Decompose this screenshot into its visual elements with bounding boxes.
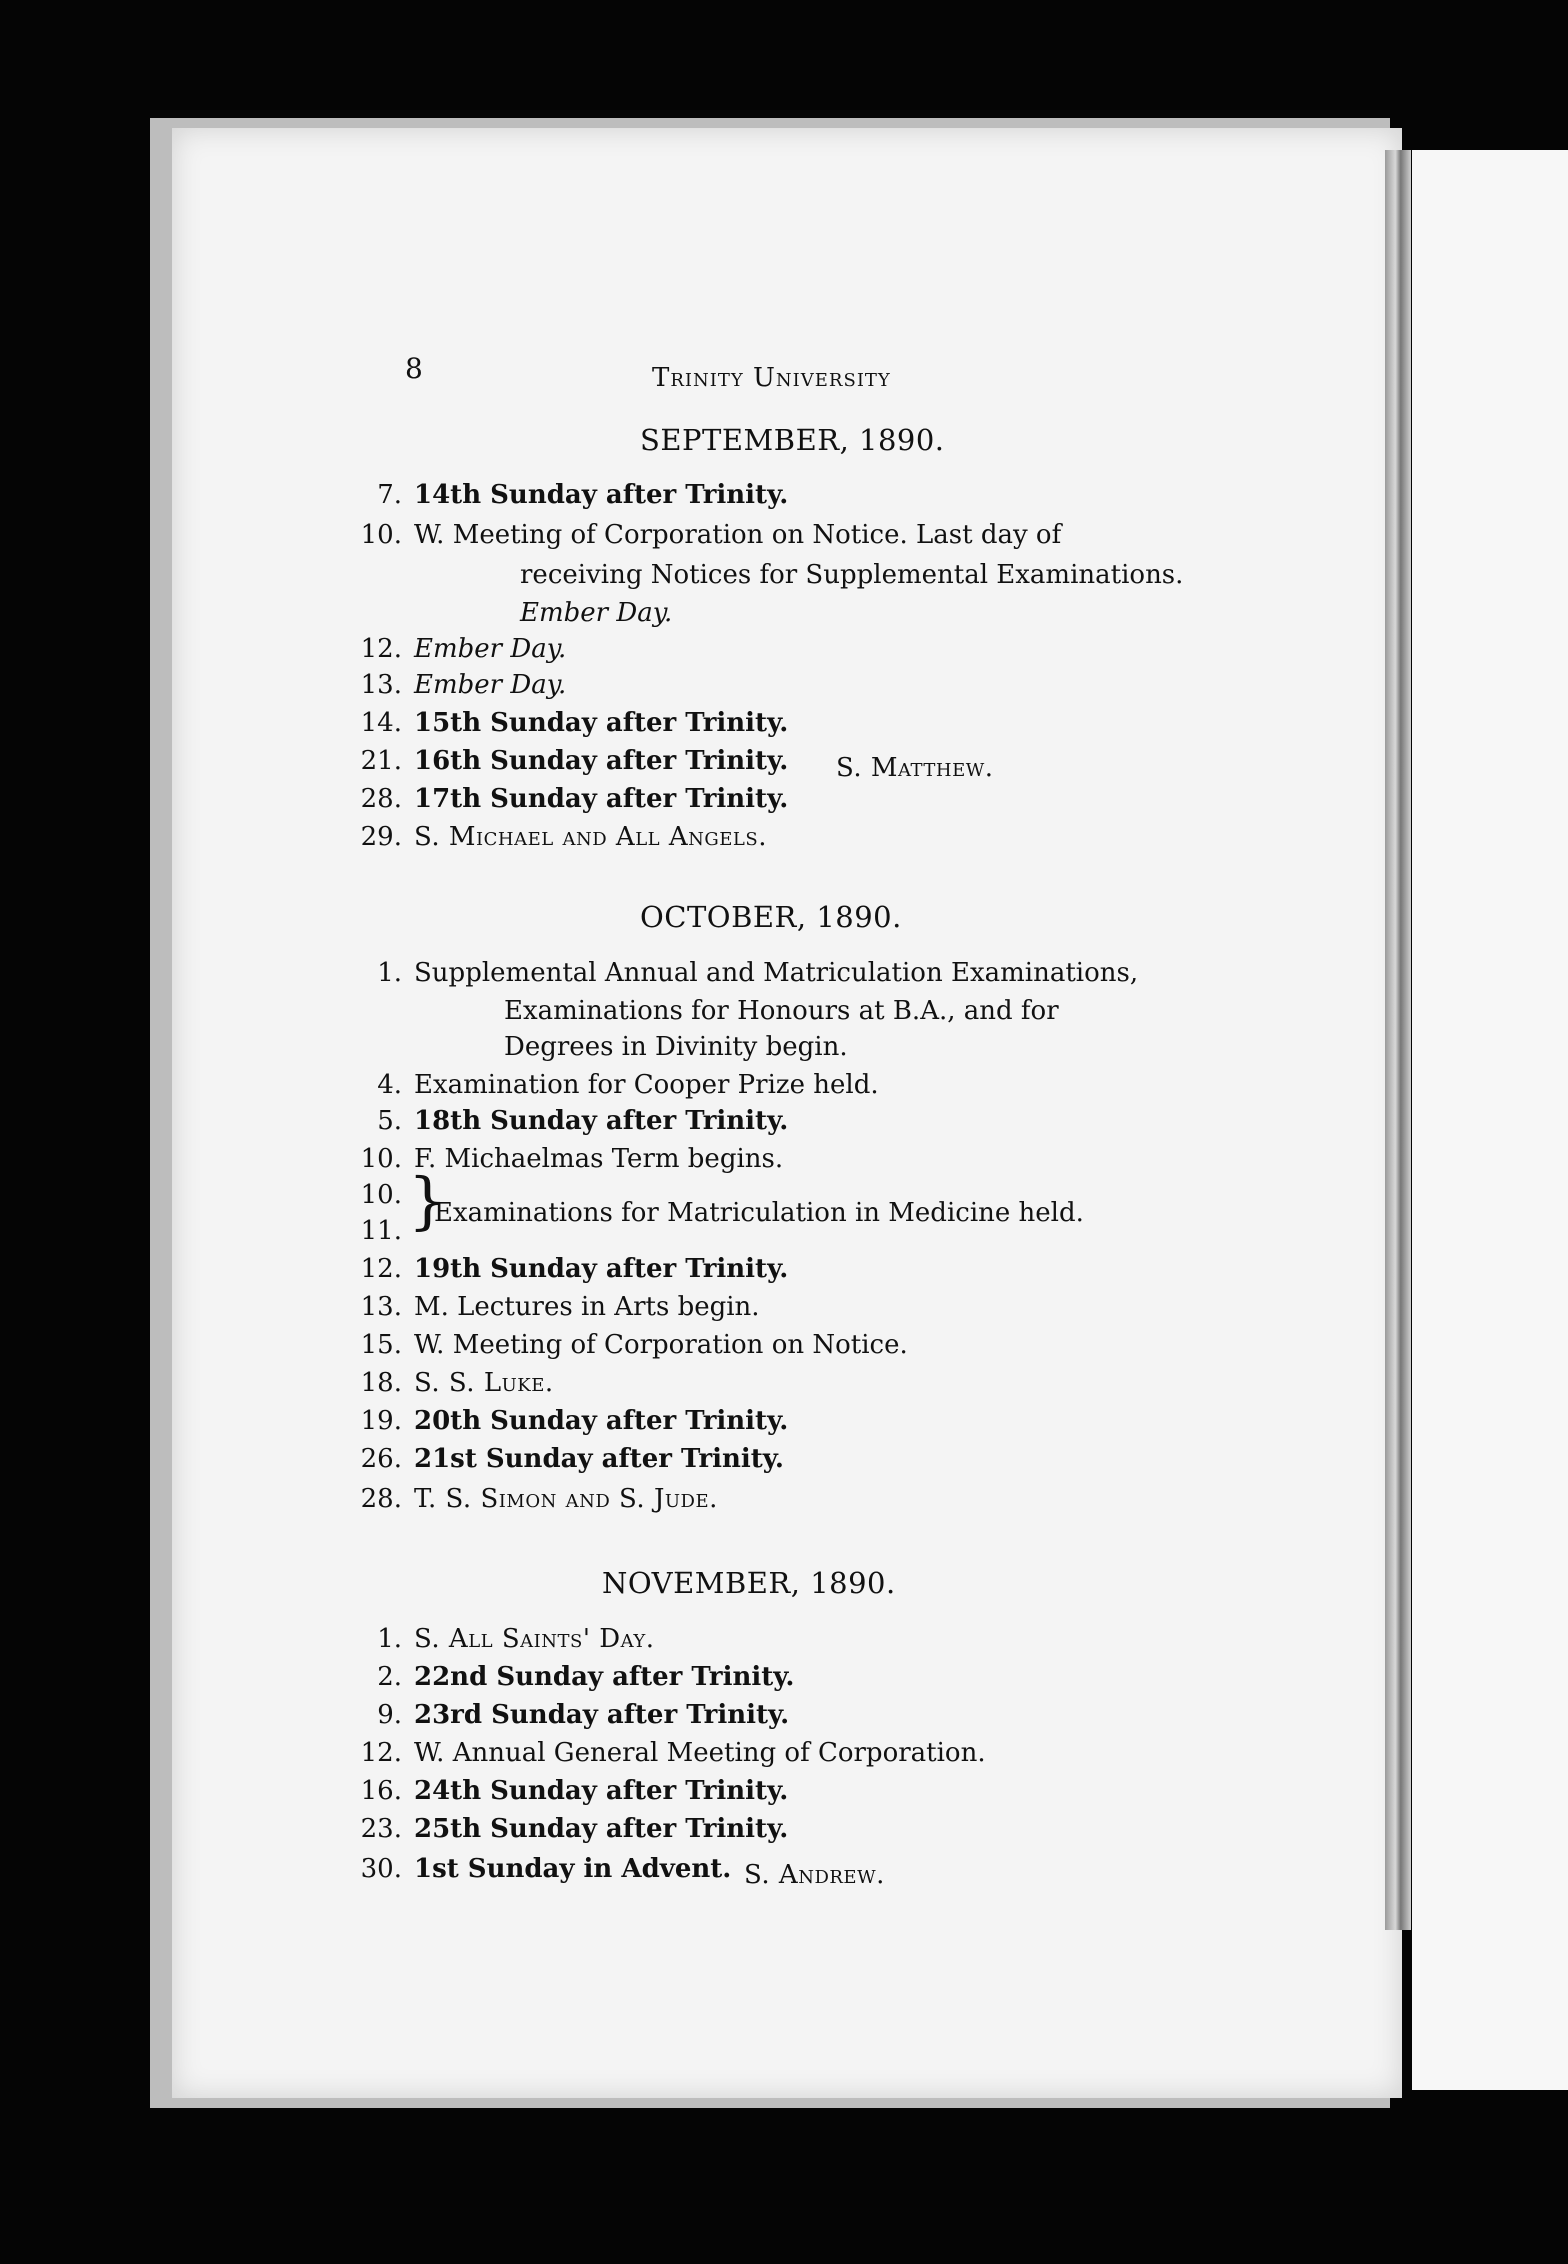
month-heading-november: NOVEMBER, 1890. (602, 1566, 896, 1600)
entry-text: Ember Day. (414, 634, 567, 664)
day-number: 10. (360, 1180, 402, 1210)
list-item (344, 786, 788, 812)
month-heading-october: OCTOBER, 1890. (640, 900, 902, 934)
day-number: 21. (360, 746, 402, 776)
entry-continuation: Examinations for Honours at B.A., and for (504, 996, 1059, 1026)
list-item (344, 710, 788, 736)
entry-text: 18th Sunday after Trinity. (414, 1106, 789, 1136)
list-item (344, 1108, 788, 1134)
list-item (344, 482, 788, 508)
list-item (344, 1856, 731, 1882)
day-number: 1. (377, 1624, 402, 1654)
entry-text: Examination for Cooper Prize held. (414, 1070, 879, 1100)
entry-text: 22nd Sunday after Trinity. (414, 1662, 795, 1692)
entry-text: S. All Saints' Day. (414, 1624, 655, 1654)
entry-text: M. Lectures in Arts begin. (414, 1292, 760, 1322)
bracket-glyph: } (408, 1164, 448, 1237)
entry-text: 24th Sunday after Trinity. (414, 1776, 789, 1806)
entry-continuation: Degrees in Divinity begin. (504, 1032, 848, 1062)
list-item (344, 636, 566, 662)
day-number: 2. (377, 1662, 402, 1692)
list-item (344, 1332, 908, 1358)
entry-text: W. Meeting of Corporation on Notice. (414, 1330, 908, 1360)
day-number: 23. (360, 1814, 402, 1844)
entry-text: F. Michaelmas Term begins. (414, 1144, 784, 1174)
entry-continuation: Examinations for Matriculation in Medicine held. (434, 1198, 1084, 1228)
entry-text: W. Meeting of Corporation on Notice. Last day of (414, 520, 1062, 550)
list-item (344, 522, 1061, 548)
entry-text: 1st Sunday in Advent. (414, 1854, 732, 1884)
day-number: 12. (360, 1254, 402, 1284)
entry-text: 17th Sunday after Trinity. (414, 784, 789, 814)
day-number: 26. (360, 1444, 402, 1474)
entry-text: S. S. Luke. (414, 1368, 554, 1398)
entry-saint: S. Andrew. (744, 1860, 885, 1890)
list-item (344, 1740, 986, 1766)
list-item (344, 1256, 788, 1282)
day-number: 13. (360, 1292, 402, 1322)
day-number: 29. (360, 822, 402, 852)
list-item (344, 1626, 655, 1652)
list-item (344, 1370, 554, 1396)
month-heading-september: SEPTEMBER, 1890. (640, 423, 945, 457)
entry-text: Supplemental Annual and Matriculation Examinations, (414, 958, 1139, 988)
day-number: 5. (377, 1106, 402, 1136)
running-title: Trinity University (652, 363, 891, 393)
day-number: 1. (377, 958, 402, 988)
day-number: 4. (377, 1070, 402, 1100)
list-item (344, 672, 566, 698)
page-number: 8 (405, 352, 423, 385)
day-number: 18. (360, 1368, 402, 1398)
list-item (344, 1182, 414, 1208)
list-item (344, 1218, 414, 1244)
list-item (344, 1446, 784, 1472)
entry-saint: S. Matthew. (836, 753, 994, 783)
day-number: 16. (360, 1776, 402, 1806)
day-number: 10. (360, 520, 402, 550)
day-number: 15. (360, 1330, 402, 1360)
day-number: 12. (360, 1738, 402, 1768)
entry-text: 19th Sunday after Trinity. (414, 1254, 789, 1284)
day-number: 9. (377, 1700, 402, 1730)
entry-text: W. Annual General Meeting of Corporation. (414, 1738, 986, 1768)
list-item (344, 1778, 788, 1804)
entry-text: Ember Day. (414, 670, 567, 700)
list-item (344, 1486, 718, 1512)
entry-continuation: Ember Day. (520, 598, 673, 628)
day-number: 28. (360, 784, 402, 814)
entry-text: 25th Sunday after Trinity. (414, 1814, 789, 1844)
list-item (344, 1072, 879, 1098)
list-item (344, 748, 788, 774)
day-number: 11. (360, 1216, 402, 1246)
entry-text: 15th Sunday after Trinity. (414, 708, 789, 738)
entry-text: 16th Sunday after Trinity. (414, 746, 789, 776)
entry-text: 20th Sunday after Trinity. (414, 1406, 789, 1436)
list-item (344, 1408, 788, 1434)
list-item (344, 1816, 788, 1842)
list-item (344, 1294, 760, 1320)
day-number: 13. (360, 670, 402, 700)
list-item (344, 824, 767, 850)
entry-text: 14th Sunday after Trinity. (414, 480, 789, 510)
entry-text: T. S. Simon and S. Jude. (414, 1484, 718, 1514)
entry-continuation: receiving Notices for Supplemental Examinations. (520, 560, 1184, 590)
list-item (344, 1664, 794, 1690)
day-number: 28. (360, 1484, 402, 1514)
day-number: 19. (360, 1406, 402, 1436)
day-number: 30. (360, 1854, 402, 1884)
list-item (344, 960, 1138, 986)
day-number: 14. (360, 708, 402, 738)
entry-text: 21st Sunday after Trinity. (414, 1444, 784, 1474)
entry-text: S. Michael and All Angels. (414, 822, 767, 852)
day-number: 7. (377, 480, 402, 510)
day-number: 10. (360, 1144, 402, 1174)
day-number: 12. (360, 634, 402, 664)
list-item (344, 1702, 789, 1728)
entry-text: 23rd Sunday after Trinity. (414, 1700, 790, 1730)
